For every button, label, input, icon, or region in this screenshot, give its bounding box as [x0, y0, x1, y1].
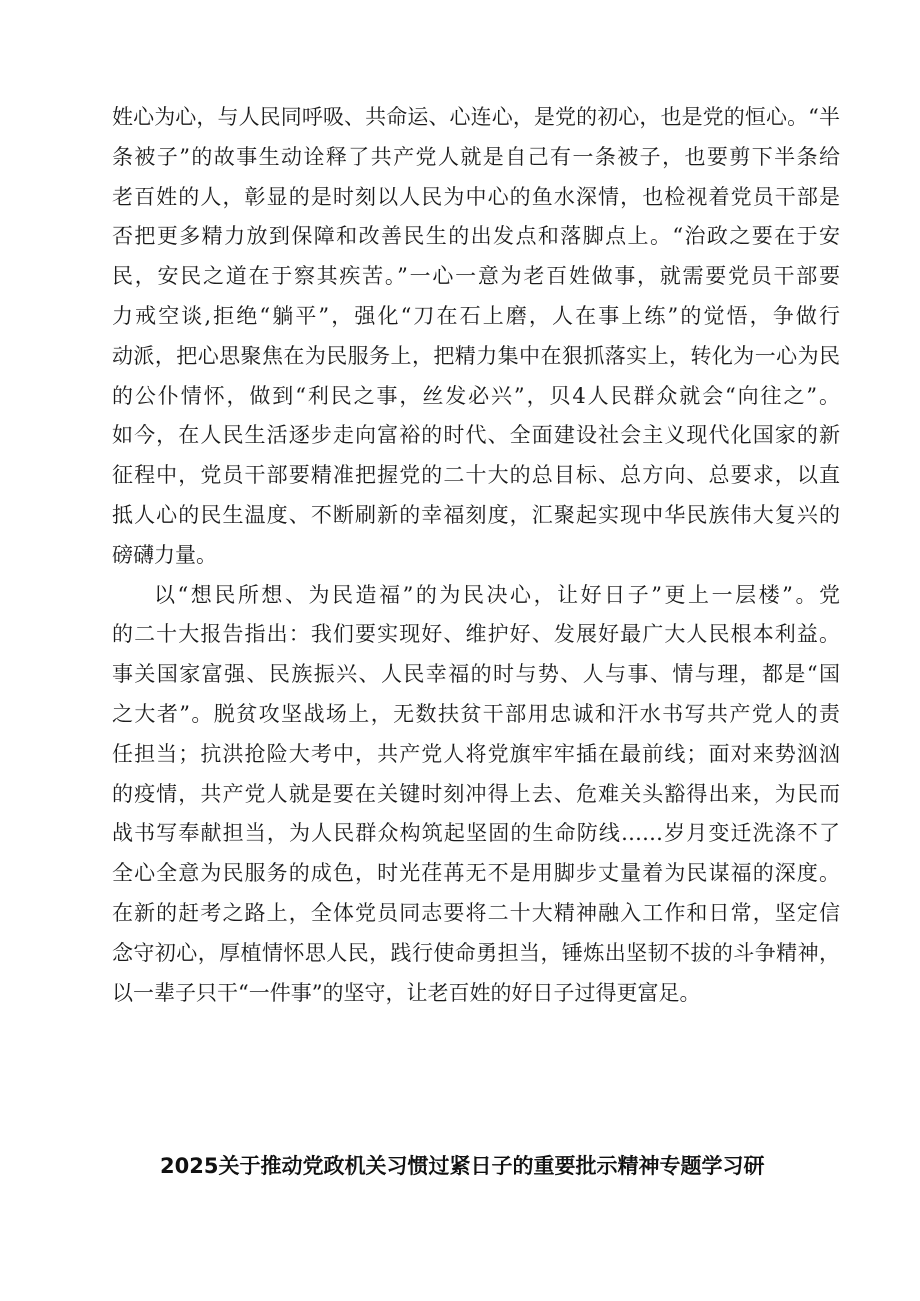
paragraph-2-line: 念守初心，厚植情怀思人民，践行使命勇担当，锤炼出坚韧不拔的斗争精神， [112, 940, 840, 965]
paragraph-1-line: 的公仆情怀，做到“利民之事，丝发必兴”，贝4人民群众就会“向往之”。 [112, 383, 840, 408]
paragraph-1-line: 如今，在人民生活逐步走向富裕的时代、全面建设社会主义现代化国家的新 [112, 423, 840, 448]
body-text [112, 98, 840, 1013]
paragraph-2-line: 任担当；抗洪抢险大考中，共产党人将党旗牢牢插在最前线；面对来势汹汹 [112, 741, 840, 766]
paragraph-2 [112, 576, 840, 1014]
paragraph-1-line: 动派，把心思聚焦在为民服务上，把精力集中在狠抓落实上，转化为一心为民 [112, 343, 840, 368]
paragraph-1-line: 抵人心的民生温度、不断刷新的幸福刻度，汇聚起实现中华民族伟大复兴的 [112, 502, 840, 527]
paragraph-1-line: 否把更多精力放到保障和改善民生的出发点和落脚点上。“治政之要在于安 [112, 224, 840, 249]
paragraph-2-line: 在新的赶考之路上，全体党员同志要将二十大精神融入工作和日常，坚定信 [112, 900, 840, 925]
paragraph-2-line: 以一辈子只干“一件事”的坚守，让老百姓的好日子过得更富足。 [112, 980, 701, 1005]
paragraph-2-line: 全心全意为民服务的成色，时光荏苒无不是用脚步丈量着为民谋福的深度。 [112, 861, 840, 886]
paragraph-2-line: 的疫情，共产党人就是要在关键时刻冲得上去、危难关头豁得出来，为民而 [112, 781, 840, 806]
paragraph-1-line: 老百姓的人，彰显的是时刻以人民为中心的鱼水深情，也检视着党员干部是 [112, 184, 840, 209]
paragraph-1-line: 征程中，党员干部要精准把握党的二十大的总目标、总方向、总要求，以直 [112, 463, 840, 488]
paragraph-2-line: 事关国家富强、民族振兴、人民幸福的时与势、人与事、情与理，都是“国 [112, 662, 840, 687]
paragraph-1-line: 力戒空谈,拒绝“躺平”，强化“刀在石上磨，人在事上练”的觉悟，争做行 [112, 303, 840, 328]
paragraph-2-line: 的二十大报告指出：我们要实现好、维护好、发展好最广大人民根本利益。 [112, 622, 840, 647]
paragraph-2-line: 以“想民所想、为民造福”的为民决心，让好日子”更上一层楼”。党 [154, 582, 840, 607]
paragraph-1 [112, 98, 840, 576]
paragraph-1-line: 姓心为心，与人民同呼吸、共命运、心连心，是党的初心，也是党的恒心。“半 [112, 105, 840, 129]
paragraph-2-line: 战书写奉献担当，为人民群众构筑起坚固的生命防线……岁月变迁洗涤不了 [112, 821, 840, 846]
paragraph-1-line: 条被子”的故事生动诠释了共产党人就是自己有一条被子，也要剪下半条给 [112, 144, 840, 169]
section-heading: 2025关于推动党政机关习惯过紧日子的重要批示精神专题学习研 [160, 1154, 765, 1178]
paragraph-1-line: 民，安民之道在于察其疾苦。”一心一意为老百姓做事，就需要党员干部要 [112, 264, 840, 289]
paragraph-2-line: 之大者”。脱贫攻坚战场上，无数扶贫干部用忠诚和汗水书写共产党人的责 [112, 701, 840, 726]
paragraph-1-line: 磅礴力量。 [112, 542, 217, 567]
